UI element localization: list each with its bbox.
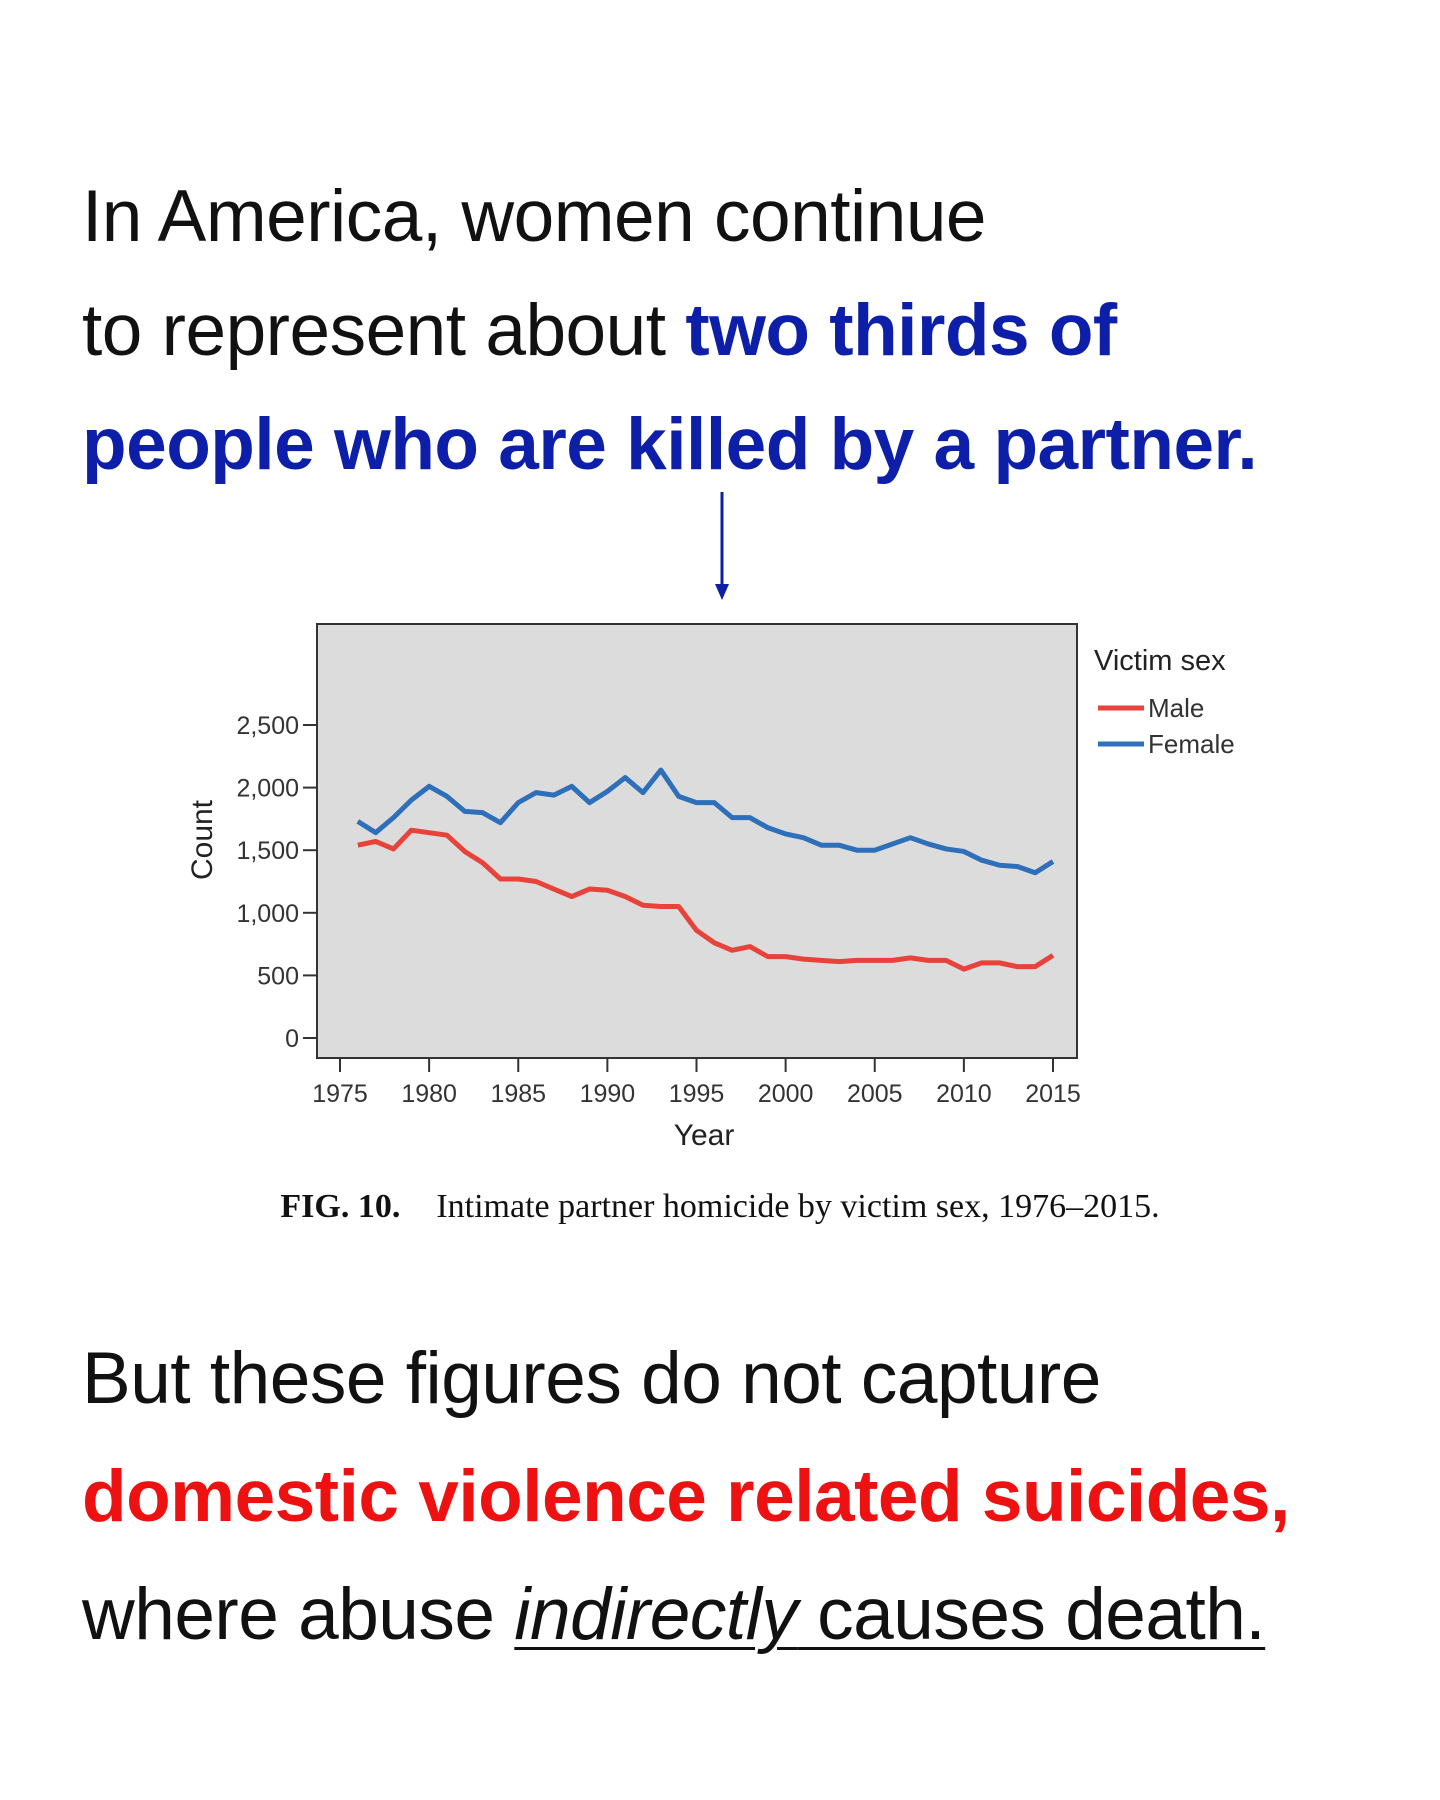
headline-line-1: In America, women continue	[82, 176, 987, 257]
x-tick-label: 1985	[490, 1080, 547, 1108]
footer-line-3	[82, 1556, 1402, 1674]
x-tick-label: 2005	[846, 1080, 903, 1108]
figure-label: FIG. 10.	[280, 1188, 401, 1225]
x-axis-label: Year	[673, 1119, 735, 1152]
figure-caption	[0, 1188, 1440, 1226]
y-tick-label: 2,000	[236, 774, 299, 803]
legend-label-female: Female	[1148, 729, 1235, 759]
x-tick-label: 1990	[579, 1080, 636, 1108]
footer-highlight-suicides: domestic violence related suicides,	[82, 1456, 1290, 1537]
footer-emphasis-indirectly: indirectly	[514, 1574, 798, 1655]
x-tick-label: 1980	[401, 1080, 457, 1108]
x-tick-label: 2015	[1025, 1080, 1081, 1108]
headline-highlight-two-thirds: two thirds of	[685, 290, 1117, 371]
figure-caption-text: Intimate partner homicide by victim sex, 1976–2015.	[436, 1188, 1160, 1225]
footer-text	[82, 1320, 1402, 1674]
headline-line-2-text: to represent about	[82, 290, 686, 371]
x-tick-label: 1995	[668, 1080, 725, 1108]
y-tick-label: 1,500	[236, 837, 299, 866]
headline-line-2	[82, 274, 1382, 388]
x-tick-label: 2000	[757, 1080, 814, 1108]
headline	[82, 160, 1382, 502]
down-arrow-icon	[712, 492, 732, 604]
footer-line-1: But these figures do not capture	[82, 1338, 1101, 1419]
y-tick-label: 0	[285, 1025, 299, 1053]
y-tick-label: 2,500	[236, 712, 299, 740]
footer-line-3-end: causes death.	[797, 1574, 1266, 1655]
line-chart	[160, 600, 1280, 1160]
y-axis-label: Count	[186, 799, 219, 881]
legend-title: Victim sex	[1094, 645, 1226, 677]
x-tick-label: 1975	[312, 1080, 368, 1108]
legend-label-male: Male	[1148, 693, 1205, 723]
headline-highlight-killed-by-partner: people who are killed by a partner.	[82, 404, 1258, 485]
y-axis	[236, 712, 317, 1053]
plot-area	[317, 624, 1077, 1058]
footer-underlined-phrase	[514, 1574, 1265, 1655]
y-tick-label: 1,000	[236, 899, 299, 928]
footer-line-3-start: where abuse	[82, 1574, 515, 1655]
x-axis	[312, 1058, 1081, 1108]
x-tick-label: 2010	[936, 1080, 992, 1108]
legend	[1094, 645, 1235, 759]
y-tick-label: 500	[257, 962, 299, 991]
